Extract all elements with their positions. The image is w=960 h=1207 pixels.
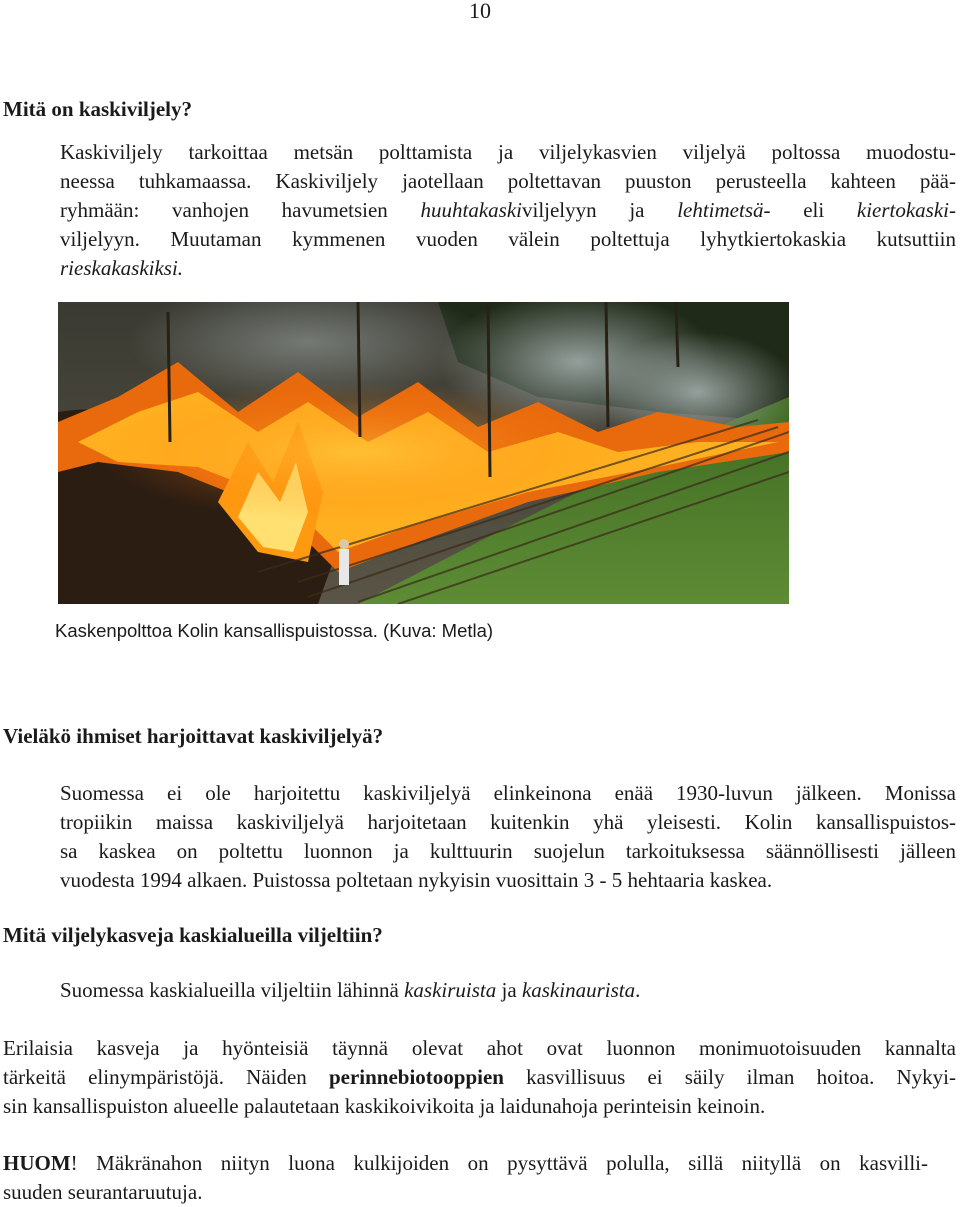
paragraph-note [3,1149,928,1207]
paragraph-definition [60,138,956,283]
text-line: sin kansallispuiston alueelle palautetaan kaskikoivikoita ja laidunahoja perinteisin keinoin. [3,1094,766,1118]
photo-slash-and-burn-fire [58,302,789,604]
text-line: viljelyyn. Muutaman kymmenen vuoden välein poltettuja lyhytkiertokaskia kutsuttiin [60,227,956,251]
text-line: vuodesta 1994 alkaen. Puistossa poltetaan nykyisin vuosittain 3 - 5 hehtaaria kaskea. [60,868,773,892]
text-line: sa kaskea on poltettu luonnon ja kulttuurin suojelun tarkoituksessa säännöllisesti jälleen [60,839,956,863]
text-line: rieskakaskiksi. [60,256,184,280]
text-line: Erilaisia kasveja ja hyönteisiä täynnä olevat ahot ovat luonnon monimuotoisuuden kannalta [3,1036,956,1060]
text-line: tropiikin maissa kaskiviljelyä harjoitetaan kuitenkin yhä yleisesti. Kolin kansallispuistos- [60,810,956,834]
text-line: Suomessa kaskialueilla viljeltiin lähinnä kaskiruista ja kaskinaurista. [60,978,641,1002]
heading-still-practiced: Vieläkö ihmiset harjoittavat kaskiviljelyä? [3,724,384,748]
paragraph-crops [60,976,956,1005]
text-line: suuden seurantaruutuja. [3,1180,203,1204]
page-number: 10 [469,0,491,23]
heading-what-is-slash-and-burn: Mitä on kaskiviljely? [3,97,193,121]
paragraph-biodiversity [3,1034,956,1121]
text-line: Kaskiviljely tarkoittaa metsän polttamista ja viljelykasvien viljelyä poltossa muodostu- [60,140,956,164]
paragraph-finland-history [60,779,956,895]
figure-caption: Kaskenpolttoa Kolin kansallispuistossa. (Kuva: Metla) [55,620,494,641]
note-label: HUOM [3,1151,71,1175]
text-line: tärkeitä elinympäristöjä. Näiden perinnebiotooppien kasvillisuus ei säily ilman hoitoa. Nykyi- [3,1065,956,1089]
heading-crops: Mitä viljelykasveja kaskialueilla viljeltiin? [3,923,383,947]
text-line: ryhmään: vanhojen havumetsien huuhtakaskiviljelyyn ja lehtimetsä- eli kiertokaski- [60,198,956,222]
text-line: neessa tuhkamaassa. Kaskiviljely jaotellaan poltettavan puuston perusteella kahteen pää- [60,169,956,193]
text-line: HUOM! Mäkränahon niityn luona kulkijoiden on pysyttävä polulla, sillä niityllä on kasvilli- [3,1151,928,1175]
text-line: Suomessa ei ole harjoitettu kaskiviljelyä elinkeinona enää 1930-luvun jälkeen. Monissa [60,781,956,805]
